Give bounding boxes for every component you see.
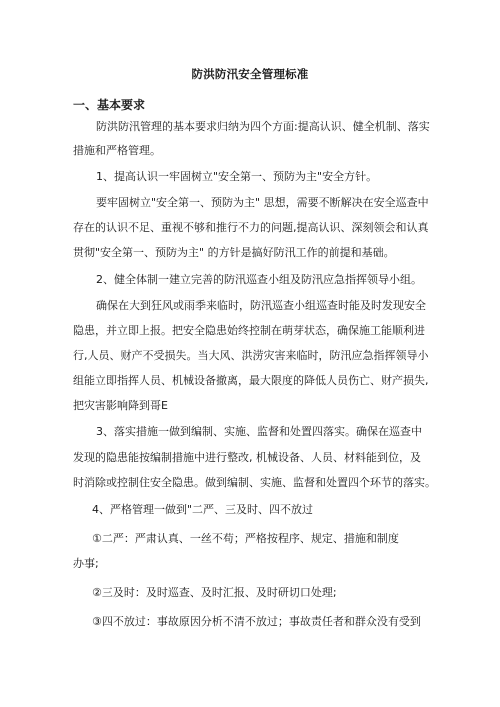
paragraph-line: ①二严：严肃认真、一丝不苟；严格按程序、规定、措施和制度 xyxy=(92,532,399,545)
paragraph-line: 2、健全体制一建立完善的防汛巡查小组及防汛应急指挥领导小组。 xyxy=(96,273,422,286)
paragraph-line: 行,人员、财产不受损失。当大风、洪涝灾害来临时，防汛应急指挥领导小 xyxy=(73,349,429,362)
paragraph-line: 存在的认识不足、重视不够和推行不力的问题,提高认识、深刻领会和认真 xyxy=(73,221,429,234)
paragraph-line: 要牢固树立"安全第一、预防为主" 思想，需要不断解决在安全巡查中 xyxy=(96,196,429,209)
paragraph-line: 1、提高认识一牢固树立"安全第一、预防为主"安全方针。 xyxy=(96,170,378,183)
paragraph-line: 贯彻"安全第一、预防为主" 的方针是搞好防汛工作的前提和基础。 xyxy=(73,246,395,259)
paragraph-line: 发现的隐患能按编制措施中进行整改, 机械设备、人员、材料能到位，及 xyxy=(73,451,421,464)
paragraph-line: 时消除或控制住安全隐患。做到编制、实施、监督和处置四个环节的落实。 xyxy=(73,476,436,489)
paragraph-line: 办事; xyxy=(73,557,99,570)
paragraph-line: ②三及时：及时巡查、及时汇报、及时研切口处理; xyxy=(92,586,337,599)
paragraph-line: 确保在大到狂风或雨季来临时，防汛巡查小组巡查时能及时发现安全 xyxy=(96,299,426,312)
section-heading: 一、基本要求 xyxy=(73,98,146,112)
paragraph-line: 4、严格管理一做到"二严、三及时、四不放过 xyxy=(92,503,314,516)
paragraph-line: 措施和严格管理。 xyxy=(73,144,161,157)
paragraph-line: 3、落实措施一做到编制、实施、监督和处置四落实。确保在巡查中 xyxy=(96,425,422,438)
paragraph-line: 把灾害影响降到哥E xyxy=(73,399,168,412)
paragraph-line: ③四不放过：事故原因分析不清不放过；事故责任者和群众没有受到 xyxy=(92,615,421,628)
paragraph-line: 隐患，并立即上报。把安全隐患始终控制在萌芽状态，确保施工能顺利进 xyxy=(73,324,425,337)
paragraph-line: 防洪防汛管理的基本要求归纳为四个方面:提高认识、健全机制、落实 xyxy=(96,120,430,133)
document-title: 防洪防汛安全管理标准 xyxy=(191,67,309,81)
paragraph-line: 组能立即指挥人员、机械设备撤离，最大限度的降低人员伤亡、财产损失, xyxy=(73,374,429,387)
